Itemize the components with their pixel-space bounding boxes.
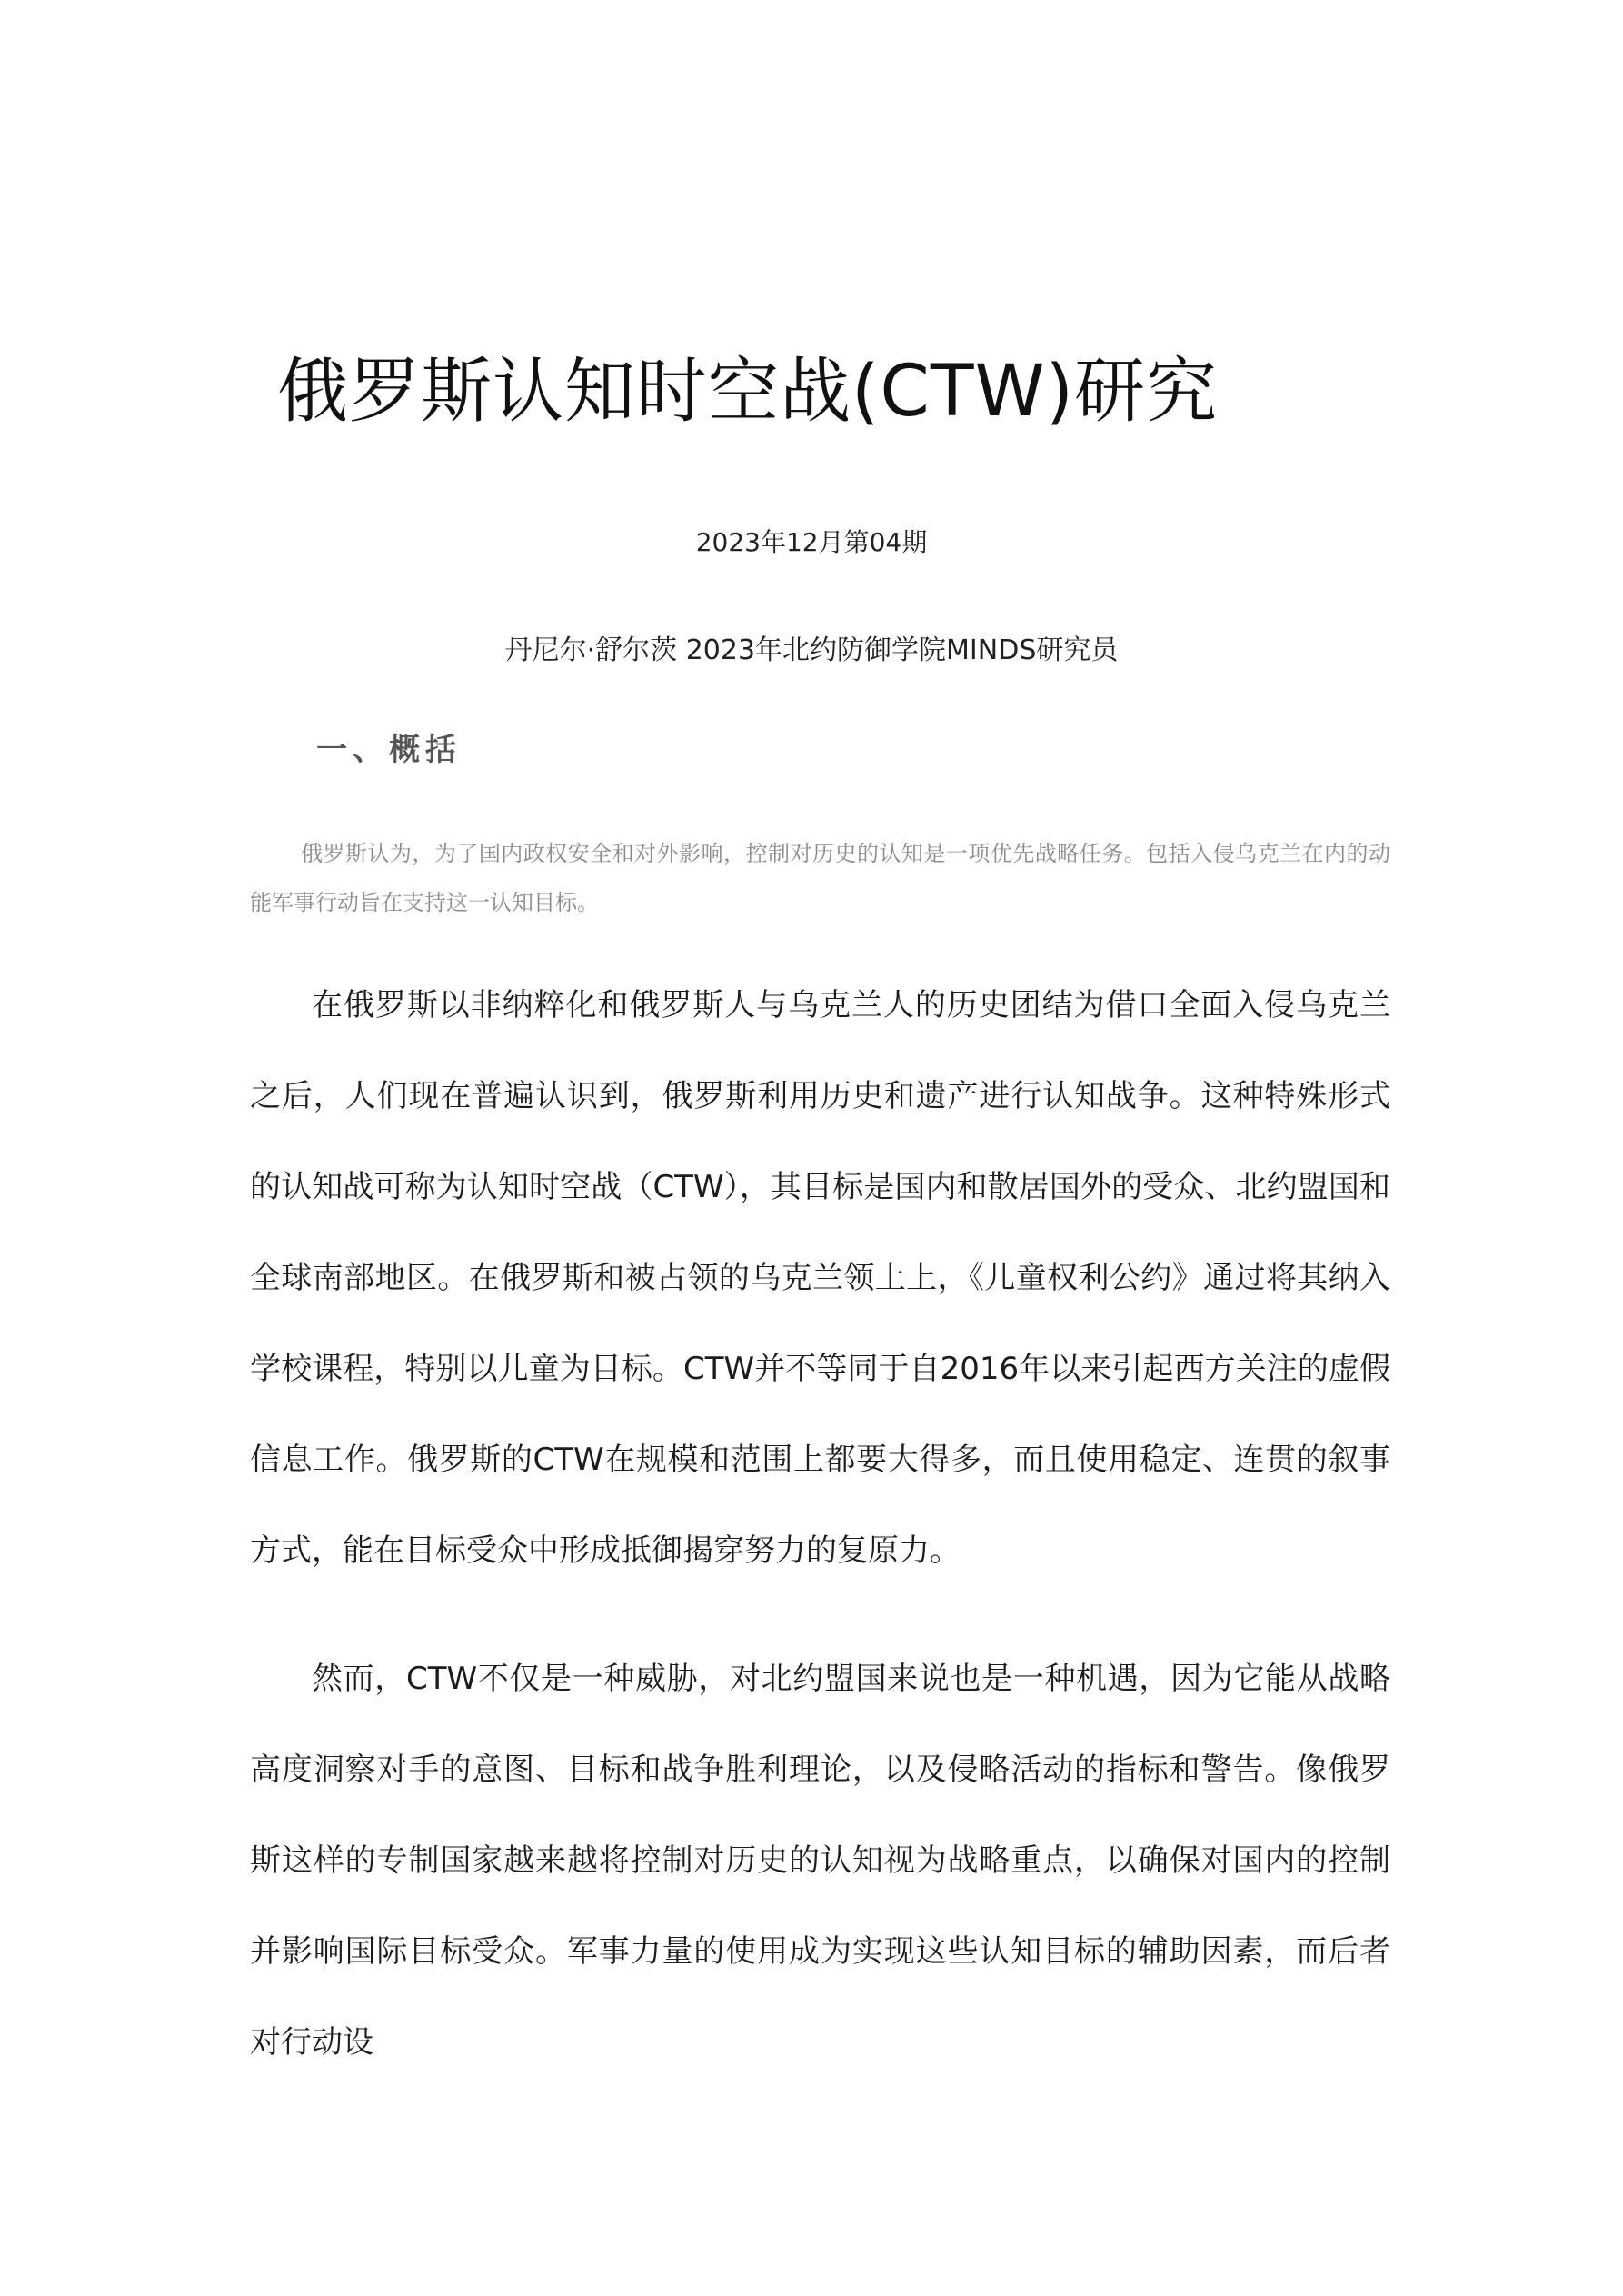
section-heading: 一、概括 bbox=[316, 732, 462, 768]
body-paragraph-2: 然而，CTW不仅是一种威胁，对北约盟国来说也是一种机遇，因为它能从战略高度洞察对手的意图、目标和战争胜利理论，以及侵略活动的指标和警告。像俄罗斯这样的专制国家越来越将控制对历史的认知视为战略重点，以确保对国内的控制并影响国际目标受众。军事力量的使用成为实现这些认知目标的辅助因素，而后者对行动设 bbox=[250, 1661, 1390, 2061]
document-title: 俄罗斯认知时空战(CTW)研究 bbox=[277, 351, 1219, 433]
summary-paragraph: 俄罗斯认为，为了国内政权安全和对外影响，控制对历史的认知是一项优先战略任务。包括入侵乌克兰在内的动能军事行动旨在支持这一认知目标。 bbox=[250, 841, 1390, 915]
author-line: 丹尼尔·舒尔茨 2023年北约防御学院MINDS研究员 bbox=[504, 634, 1119, 666]
issue-line: 2023年12月第04期 bbox=[695, 527, 928, 557]
body-paragraph-1: 在俄罗斯以非纳粹化和俄罗斯人与乌克兰人的历史团结为借口全面入侵乌克兰之后，人们现在普遍认识到，俄罗斯利用历史和遗产进行认知战争。这种特殊形式的认知战可称为认知时空战（CTW），其目标是国内和散居国外的受众、北约盟国和全球南部地区。在俄罗斯和被占领的乌克兰领土上，《儿童权利公约》通过将其纳入学校课程，特别以儿童为目标。CTW并不等同于自2016年以来引起西方关注的虚假信息工作。俄罗斯的CTW在规模和范围上都要大得多，而且使用稳定、连贯的叙事方式，能在目标受众中形成抵御揭穿努力的复原力。 bbox=[250, 987, 1390, 1569]
